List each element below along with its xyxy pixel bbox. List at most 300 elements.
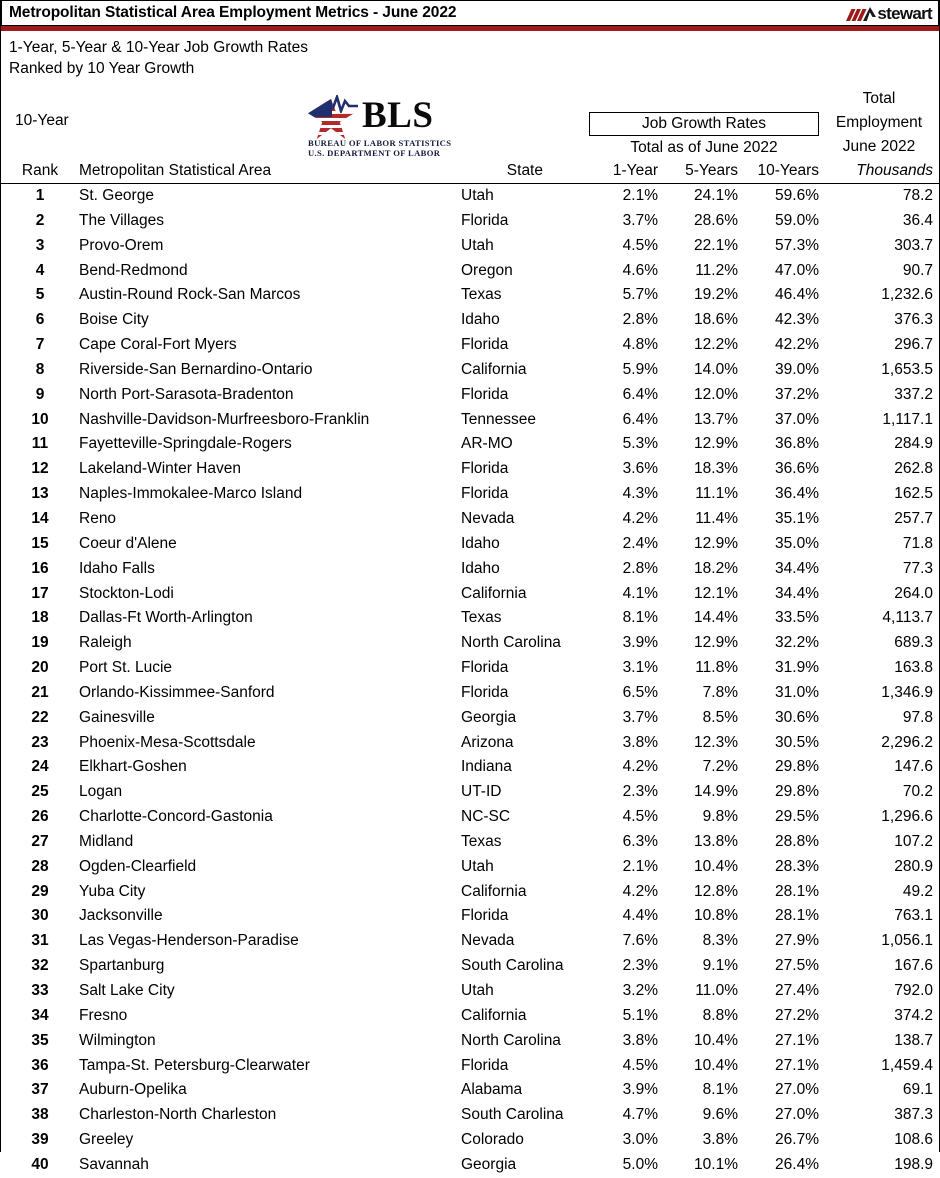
table-cell-ten-years: 26.4% bbox=[775, 1155, 819, 1173]
table-cell-state: Florida bbox=[461, 211, 509, 229]
table-cell-msa: Yuba City bbox=[79, 882, 146, 900]
table-cell-state: NC-SC bbox=[461, 808, 511, 826]
table-row bbox=[1, 283, 939, 308]
table-cell-one-year: 4.2% bbox=[622, 758, 658, 776]
table-cell-ten-years: 31.0% bbox=[775, 683, 819, 701]
table-cell-total: 49.2 bbox=[902, 882, 933, 900]
table-cell-state: California bbox=[461, 882, 527, 900]
table-cell-five-years: 24.1% bbox=[694, 187, 738, 204]
table-cell-state: Indiana bbox=[461, 758, 512, 776]
table-row bbox=[1, 805, 939, 830]
bls-subtitle-2: U.S. DEPARTMENT OF LABOR bbox=[308, 148, 441, 158]
table-cell-total: 763.1 bbox=[894, 907, 933, 925]
column-header-five-years: 5-Years bbox=[685, 162, 738, 179]
table-cell-msa: Reno bbox=[79, 509, 117, 527]
table-body bbox=[1, 184, 939, 1178]
table-cell-total: 374.2 bbox=[894, 1006, 933, 1024]
table-cell-one-year: 5.7% bbox=[622, 286, 658, 304]
table-row bbox=[1, 209, 939, 234]
bls-acronym: BLS bbox=[362, 95, 434, 136]
table-cell-rank: 14 bbox=[31, 509, 49, 527]
table-cell-five-years: 18.3% bbox=[694, 460, 738, 478]
table-cell-five-years: 12.8% bbox=[694, 882, 738, 900]
table-row bbox=[1, 1078, 939, 1103]
table-cell-total: 107.2 bbox=[894, 832, 933, 850]
table-cell-five-years: 13.7% bbox=[694, 410, 738, 428]
table-cell-state: South Carolina bbox=[461, 1106, 564, 1124]
table-cell-ten-years: 27.1% bbox=[775, 1031, 819, 1049]
table-cell-msa: Coeur d'Alene bbox=[79, 534, 177, 552]
table-cell-five-years: 10.4% bbox=[694, 1031, 738, 1049]
table-cell-msa: Cape Coral-Fort Myers bbox=[79, 336, 237, 354]
table-cell-one-year: 2.8% bbox=[622, 559, 658, 577]
table-cell-five-years: 8.5% bbox=[702, 708, 738, 726]
table-row bbox=[1, 1054, 939, 1079]
table-cell-five-years: 8.1% bbox=[702, 1081, 738, 1099]
table-cell-one-year: 8.1% bbox=[622, 609, 658, 627]
table-cell-one-year: 3.9% bbox=[622, 634, 658, 652]
table-row bbox=[1, 1128, 939, 1153]
page-title: Metropolitan Statistical Area Employment Metrics - June 2022 bbox=[9, 4, 457, 22]
table-cell-one-year: 5.3% bbox=[622, 435, 658, 453]
table-row bbox=[1, 383, 939, 408]
table-cell-ten-years: 36.4% bbox=[775, 485, 819, 503]
table-cell-rank: 36 bbox=[31, 1056, 49, 1074]
table-cell-one-year: 5.1% bbox=[622, 1006, 658, 1024]
table-cell-rank: 13 bbox=[31, 485, 49, 503]
total-employment-line-3: June 2022 bbox=[842, 138, 916, 155]
table-cell-msa: Raleigh bbox=[79, 634, 132, 652]
table-cell-total: 1,117.1 bbox=[882, 410, 933, 428]
table-cell-one-year: 3.0% bbox=[622, 1131, 658, 1149]
table-cell-total: 71.8 bbox=[902, 534, 933, 552]
table-cell-one-year: 4.2% bbox=[622, 509, 658, 527]
table-cell-state: Texas bbox=[461, 832, 502, 850]
table-cell-rank: 8 bbox=[35, 360, 45, 378]
table-cell-total: 78.2 bbox=[902, 187, 933, 204]
table-cell-five-years: 10.4% bbox=[694, 1056, 738, 1074]
column-header-state: State bbox=[506, 162, 543, 179]
table-cell-rank: 21 bbox=[31, 683, 49, 701]
table-cell-ten-years: 36.8% bbox=[775, 435, 819, 453]
table-cell-rank: 12 bbox=[31, 460, 49, 478]
table-cell-msa: The Villages bbox=[79, 211, 165, 229]
table-cell-rank: 23 bbox=[31, 733, 49, 751]
table-row bbox=[1, 557, 939, 582]
table-cell-msa: Greeley bbox=[79, 1131, 134, 1149]
table-row bbox=[1, 432, 939, 457]
table-cell-state: UT-ID bbox=[461, 783, 502, 801]
table-cell-msa: Orlando-Kissimmee-Sanford bbox=[79, 683, 275, 701]
table-cell-five-years: 12.9% bbox=[694, 634, 738, 652]
table-cell-msa: Bend-Redmond bbox=[79, 261, 188, 279]
table-cell-total: 77.3 bbox=[902, 559, 933, 577]
table-cell-state: Florida bbox=[461, 907, 509, 925]
table-cell-msa: Gainesville bbox=[79, 708, 155, 726]
table-cell-rank: 17 bbox=[31, 584, 49, 602]
table-cell-total: 4,113.7 bbox=[882, 609, 933, 627]
table-cell-ten-years: 34.4% bbox=[775, 559, 819, 577]
table-cell-five-years: 11.8% bbox=[695, 659, 738, 677]
table-cell-rank: 32 bbox=[31, 957, 49, 975]
table-cell-msa: Provo-Orem bbox=[79, 236, 164, 254]
table-row bbox=[1, 482, 939, 507]
bls-star-stripe bbox=[308, 132, 354, 135]
table-cell-rank: 11 bbox=[31, 435, 49, 453]
table-cell-one-year: 4.6% bbox=[622, 261, 658, 279]
table-cell-one-year: 5.9% bbox=[622, 360, 658, 378]
table-cell-ten-years: 42.2% bbox=[775, 336, 819, 354]
table-cell-five-years: 10.4% bbox=[694, 857, 738, 875]
table-cell-ten-years: 33.5% bbox=[775, 609, 819, 627]
table-cell-ten-years: 28.1% bbox=[775, 882, 819, 900]
bls-star-stripe bbox=[308, 118, 354, 121]
table-cell-msa: Savannah bbox=[79, 1155, 149, 1173]
table-cell-five-years: 19.2% bbox=[694, 286, 738, 304]
table-cell-state: Utah bbox=[461, 187, 494, 204]
total-employment-line-2: Employment bbox=[835, 114, 923, 131]
table-cell-rank: 29 bbox=[31, 882, 49, 900]
table-cell-ten-years: 28.1% bbox=[775, 907, 819, 925]
table-cell-one-year: 3.6% bbox=[622, 460, 658, 478]
table-cell-total: 1,232.6 bbox=[881, 286, 933, 304]
table-row bbox=[1, 904, 939, 929]
table-cell-rank: 18 bbox=[31, 609, 49, 627]
table-cell-msa: Charlotte-Concord-Gastonia bbox=[79, 808, 273, 826]
table-cell-ten-years: 27.2% bbox=[775, 1006, 819, 1024]
table-cell-ten-years: 28.8% bbox=[775, 832, 819, 850]
report-header bbox=[1, 31, 939, 160]
bls-star-stripe bbox=[308, 125, 354, 128]
table-cell-five-years: 14.9% bbox=[694, 783, 738, 801]
table-cell-state: Idaho bbox=[461, 559, 500, 577]
table-cell-ten-years: 31.9% bbox=[775, 659, 819, 677]
table-cell-total: 69.1 bbox=[902, 1081, 933, 1099]
table-cell-state: North Carolina bbox=[461, 1031, 561, 1049]
table-cell-rank: 10 bbox=[31, 410, 49, 428]
table-cell-ten-years: 27.9% bbox=[775, 932, 819, 950]
title-bar bbox=[1, 0, 939, 26]
table-cell-five-years: 8.3% bbox=[702, 932, 738, 950]
table-cell-msa: Port St. Lucie bbox=[79, 659, 173, 677]
table-cell-one-year: 4.8% bbox=[622, 336, 658, 354]
table-cell-rank: 20 bbox=[31, 659, 49, 677]
table-cell-rank: 22 bbox=[31, 708, 49, 726]
table-cell-ten-years: 57.3% bbox=[775, 236, 819, 254]
table-cell-ten-years: 26.7% bbox=[775, 1131, 819, 1149]
table-cell-msa: Auburn-Opelika bbox=[79, 1081, 187, 1099]
table-cell-one-year: 3.8% bbox=[622, 1031, 658, 1049]
table-row bbox=[1, 532, 939, 557]
table-cell-total: 337.2 bbox=[894, 385, 933, 403]
table-cell-total: 262.8 bbox=[894, 460, 933, 478]
table-row bbox=[1, 830, 939, 855]
table-cell-five-years: 11.4% bbox=[695, 509, 738, 527]
table-cell-five-years: 10.8% bbox=[694, 907, 738, 925]
table-cell-total: 70.2 bbox=[902, 783, 933, 801]
table-cell-rank: 38 bbox=[31, 1106, 49, 1124]
table-cell-rank: 31 bbox=[31, 932, 49, 950]
table-cell-ten-years: 28.3% bbox=[775, 857, 819, 875]
table-cell-ten-years: 37.0% bbox=[775, 410, 819, 428]
table-cell-ten-years: 59.0% bbox=[775, 211, 819, 229]
table-row bbox=[1, 606, 939, 631]
table-cell-total: 257.7 bbox=[894, 509, 933, 527]
table-cell-rank: 33 bbox=[31, 982, 49, 999]
table-cell-one-year: 4.3% bbox=[622, 485, 658, 503]
table-cell-total: 108.6 bbox=[894, 1131, 933, 1149]
table-column-headers bbox=[1, 160, 939, 184]
table-cell-state: Florida bbox=[461, 659, 509, 677]
table-cell-total: 792.0 bbox=[894, 982, 933, 999]
table-cell-five-years: 7.8% bbox=[702, 683, 738, 701]
table-cell-state: Florida bbox=[461, 1056, 509, 1074]
bls-logo bbox=[306, 93, 452, 158]
table-cell-one-year: 3.8% bbox=[622, 733, 658, 751]
table-cell-msa: Lakeland-Winter Haven bbox=[79, 460, 241, 478]
table-cell-ten-years: 35.1% bbox=[775, 509, 819, 527]
job-growth-rates-group-header: Job Growth Rates bbox=[589, 112, 819, 136]
table-cell-five-years: 14.0% bbox=[694, 360, 738, 378]
table-cell-one-year: 5.0% bbox=[622, 1155, 658, 1173]
table-cell-total: 36.4 bbox=[902, 211, 933, 229]
table-cell-five-years: 12.0% bbox=[694, 385, 738, 403]
table-cell-state: Florida bbox=[461, 385, 509, 403]
table-cell-msa: Nashville-Davidson-Murfreesboro-Franklin bbox=[79, 410, 370, 428]
table-cell-one-year: 2.8% bbox=[622, 311, 658, 329]
table-cell-five-years: 7.2% bbox=[702, 758, 738, 776]
table-row bbox=[1, 408, 939, 433]
table-row bbox=[1, 755, 939, 780]
table-cell-rank: 34 bbox=[31, 1006, 49, 1024]
table-cell-state: Utah bbox=[461, 982, 494, 999]
table-row bbox=[1, 259, 939, 284]
table-cell-total: 689.3 bbox=[894, 634, 933, 652]
table-cell-ten-years: 27.1% bbox=[775, 1056, 819, 1074]
table-cell-five-years: 11.1% bbox=[695, 485, 738, 503]
table-cell-state: Florida bbox=[461, 683, 509, 701]
stewart-logo bbox=[846, 3, 932, 23]
table-cell-state: Georgia bbox=[461, 708, 517, 726]
table-cell-one-year: 7.6% bbox=[622, 932, 658, 950]
table-cell-five-years: 12.9% bbox=[694, 435, 738, 453]
table-cell-five-years: 28.6% bbox=[694, 211, 738, 229]
table-cell-total: 1,346.9 bbox=[881, 683, 933, 701]
table-cell-msa: Idaho Falls bbox=[79, 559, 155, 577]
table-cell-one-year: 4.7% bbox=[622, 1106, 658, 1124]
table-cell-ten-years: 59.6% bbox=[775, 187, 819, 204]
table-cell-msa: Ogden-Clearfield bbox=[79, 857, 197, 875]
table-row bbox=[1, 582, 939, 607]
table-cell-five-years: 18.2% bbox=[694, 559, 738, 577]
table-cell-one-year: 3.7% bbox=[622, 708, 658, 726]
table-cell-total: 90.7 bbox=[902, 261, 933, 279]
table-cell-msa: Logan bbox=[79, 783, 123, 801]
table-cell-state: Nevada bbox=[461, 932, 515, 950]
table-cell-total: 147.6 bbox=[894, 758, 933, 776]
table-cell-ten-years: 27.0% bbox=[775, 1081, 819, 1099]
table-cell-one-year: 2.1% bbox=[622, 187, 658, 204]
table-cell-msa: Las Vegas-Henderson-Paradise bbox=[79, 932, 299, 950]
table-cell-rank: 26 bbox=[31, 808, 49, 826]
table-cell-one-year: 4.5% bbox=[622, 236, 658, 254]
table-cell-ten-years: 30.5% bbox=[775, 733, 819, 751]
table-row bbox=[1, 780, 939, 805]
table-cell-rank: 9 bbox=[35, 385, 45, 403]
table-cell-five-years: 12.3% bbox=[694, 733, 738, 751]
table-cell-msa: North Port-Sarasota-Bradenton bbox=[79, 385, 294, 403]
table-row bbox=[1, 184, 939, 209]
table-cell-total: 2,296.2 bbox=[881, 733, 933, 751]
table-cell-msa: Wilmington bbox=[79, 1031, 156, 1049]
table-cell-one-year: 4.2% bbox=[622, 882, 658, 900]
table-cell-rank: 3 bbox=[35, 236, 45, 254]
table-cell-total: 303.7 bbox=[894, 236, 933, 254]
table-cell-msa: Tampa-St. Petersburg-Clearwater bbox=[79, 1056, 310, 1074]
table-cell-state: Idaho bbox=[461, 311, 500, 329]
table-cell-five-years: 18.6% bbox=[694, 311, 738, 329]
table-cell-total: 1,653.5 bbox=[881, 360, 933, 378]
table-cell-msa: Jacksonville bbox=[79, 907, 163, 925]
table-cell-msa: Charleston-North Charleston bbox=[79, 1106, 277, 1124]
table-cell-total: 138.7 bbox=[894, 1031, 933, 1049]
table-cell-ten-years: 37.2% bbox=[775, 385, 819, 403]
table-cell-total: 264.0 bbox=[894, 584, 933, 602]
table-cell-ten-years: 29.8% bbox=[775, 758, 819, 776]
table-row bbox=[1, 954, 939, 979]
table-cell-rank: 19 bbox=[31, 634, 49, 652]
table-cell-ten-years: 30.6% bbox=[775, 708, 819, 726]
table-cell-five-years: 9.8% bbox=[702, 808, 738, 826]
table-cell-msa: Boise City bbox=[79, 311, 149, 329]
table-cell-total: 296.7 bbox=[894, 336, 933, 354]
table-cell-state: South Carolina bbox=[461, 957, 564, 975]
table-row bbox=[1, 234, 939, 259]
table-cell-total: 1,056.1 bbox=[881, 932, 933, 950]
table-cell-rank: 1 bbox=[35, 187, 45, 204]
table-row bbox=[1, 1103, 939, 1128]
table-cell-state: Idaho bbox=[461, 534, 500, 552]
table-cell-msa: Riverside-San Bernardino-Ontario bbox=[79, 360, 313, 378]
table-cell-rank: 24 bbox=[31, 758, 49, 776]
table-cell-five-years: 3.8% bbox=[702, 1131, 738, 1149]
table-cell-msa: Naples-Immokalee-Marco Island bbox=[79, 485, 303, 503]
table-row bbox=[1, 855, 939, 880]
table-cell-one-year: 6.5% bbox=[622, 683, 658, 701]
table-cell-total: 163.8 bbox=[894, 659, 933, 677]
table-cell-msa: Salt Lake City bbox=[79, 982, 175, 999]
total-employment-line-1: Total bbox=[862, 90, 896, 107]
table-cell-state: Florida bbox=[461, 336, 509, 354]
table-cell-state: California bbox=[461, 360, 527, 378]
table-cell-one-year: 3.7% bbox=[622, 211, 658, 229]
table-cell-rank: 28 bbox=[31, 857, 49, 875]
table-cell-state: AR-MO bbox=[461, 435, 513, 453]
table-row bbox=[1, 706, 939, 731]
table-cell-msa: Midland bbox=[79, 832, 134, 850]
table-cell-total: 1,296.6 bbox=[881, 808, 933, 826]
table-cell-rank: 16 bbox=[31, 559, 49, 577]
table-cell-one-year: 4.5% bbox=[622, 808, 658, 826]
table-cell-five-years: 9.6% bbox=[702, 1106, 738, 1124]
table-row bbox=[1, 656, 939, 681]
bls-pulse-line-icon bbox=[328, 95, 358, 113]
table-cell-one-year: 4.1% bbox=[622, 584, 658, 602]
table-cell-msa: Dallas-Ft Worth-Arlington bbox=[79, 609, 253, 627]
table-cell-five-years: 9.1% bbox=[702, 957, 738, 975]
table-row bbox=[1, 507, 939, 532]
table-cell-state: Arizona bbox=[461, 733, 514, 751]
table-row bbox=[1, 457, 939, 482]
table-cell-rank: 30 bbox=[31, 907, 49, 925]
table-cell-rank: 35 bbox=[31, 1031, 49, 1049]
title-bar-left-border bbox=[1, 1, 2, 25]
table-cell-total: 376.3 bbox=[894, 311, 933, 329]
table-cell-rank: 7 bbox=[35, 336, 45, 354]
table-cell-total: 280.9 bbox=[894, 857, 933, 875]
table-row bbox=[1, 631, 939, 656]
table-cell-msa: Austin-Round Rock-San Marcos bbox=[79, 286, 301, 304]
table-cell-one-year: 4.4% bbox=[622, 907, 658, 925]
table-cell-state: Florida bbox=[461, 485, 509, 503]
table-cell-one-year: 6.4% bbox=[622, 385, 658, 403]
stewart-wordmark: stewart bbox=[877, 3, 932, 23]
bls-star-icon bbox=[306, 95, 362, 139]
table-cell-ten-years: 47.0% bbox=[775, 261, 819, 279]
table-cell-one-year: 3.1% bbox=[622, 659, 658, 677]
table-cell-msa: Fayetteville-Springdale-Rogers bbox=[79, 435, 292, 453]
table-cell-five-years: 12.2% bbox=[694, 336, 738, 354]
table-cell-one-year: 6.4% bbox=[622, 410, 658, 428]
table-cell-state: California bbox=[461, 1006, 527, 1024]
table-cell-state: California bbox=[461, 584, 527, 602]
column-header-one-year: 1-Year bbox=[612, 162, 658, 179]
table-cell-rank: 37 bbox=[31, 1081, 49, 1099]
table-cell-five-years: 11.0% bbox=[695, 982, 738, 999]
table-row bbox=[1, 1153, 939, 1178]
subtitle-line-2: Ranked by 10 Year Growth bbox=[9, 60, 195, 77]
table-row bbox=[1, 929, 939, 954]
table-cell-msa: Phoenix-Mesa-Scottsdale bbox=[79, 733, 256, 751]
table-cell-total: 198.9 bbox=[894, 1155, 933, 1173]
table-cell-ten-years: 35.0% bbox=[775, 534, 819, 552]
table-cell-ten-years: 29.8% bbox=[775, 783, 819, 801]
table-cell-state: Florida bbox=[461, 460, 509, 478]
table-cell-total: 97.8 bbox=[902, 708, 933, 726]
table-cell-rank: 40 bbox=[31, 1155, 49, 1173]
table-cell-five-years: 13.8% bbox=[694, 832, 738, 850]
table-cell-state: North Carolina bbox=[461, 634, 561, 652]
table-cell-rank: 15 bbox=[31, 534, 49, 552]
column-header-rank: Rank bbox=[21, 162, 59, 179]
table-cell-state: Oregon bbox=[461, 261, 513, 279]
table-cell-ten-years: 32.2% bbox=[775, 634, 819, 652]
table-cell-state: Alabama bbox=[461, 1081, 523, 1099]
table-cell-ten-years: 34.4% bbox=[775, 584, 819, 602]
table-cell-total: 162.5 bbox=[894, 485, 933, 503]
table-cell-one-year: 2.3% bbox=[622, 783, 658, 801]
table-cell-rank: 4 bbox=[35, 261, 45, 279]
table-cell-ten-years: 29.5% bbox=[775, 808, 819, 826]
column-header-msa: Metropolitan Statistical Area bbox=[79, 162, 272, 179]
table-cell-ten-years: 27.4% bbox=[775, 982, 819, 999]
table-cell-state: Nevada bbox=[461, 509, 515, 527]
table-cell-rank: 25 bbox=[31, 783, 49, 801]
title-bar-right-border bbox=[938, 1, 939, 25]
table-cell-five-years: 14.4% bbox=[694, 609, 738, 627]
table-cell-state: Texas bbox=[461, 286, 502, 304]
table-row bbox=[1, 1004, 939, 1029]
